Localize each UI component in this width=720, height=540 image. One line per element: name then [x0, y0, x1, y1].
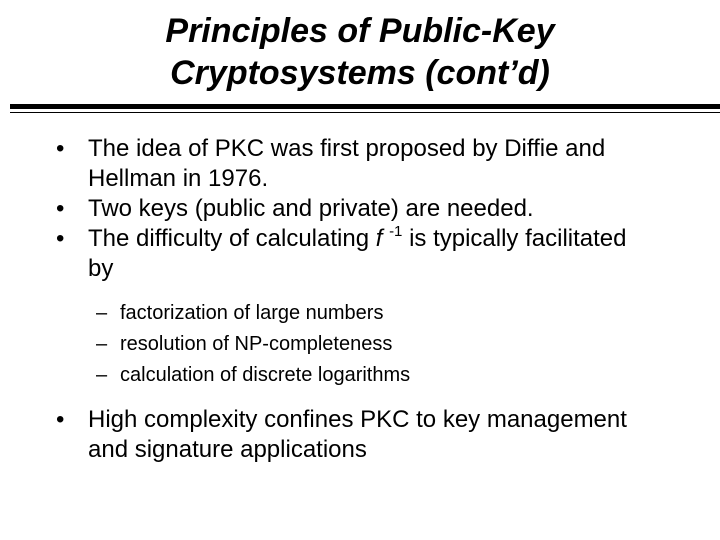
sub-bullet-item — [0, 360, 720, 391]
title-divider-thick — [10, 104, 720, 109]
function-symbol: f — [375, 225, 390, 252]
sub-bullet-marker: – — [96, 364, 108, 386]
sub-bullet-list — [0, 298, 720, 391]
bullet-marker: • — [56, 225, 65, 252]
title-divider-thin — [10, 112, 720, 113]
sub-bullet-item — [0, 298, 720, 329]
inverse-superscript: -1 — [389, 223, 403, 240]
bullet-text: The idea of PKC was first proposed by Diffie and Hellman in 1976. — [88, 135, 606, 192]
sub-bullet-text: factorization of large numbers — [120, 302, 384, 324]
bullet-marker: • — [56, 135, 65, 162]
bullet-text-pre: The difficulty of calculating — [88, 225, 376, 252]
title-line-2: Cryptosystems (cont’d) — [170, 54, 550, 92]
bullet-item — [0, 134, 648, 194]
bullet-item — [0, 405, 648, 465]
bullet-text-post: is typically facilitated by — [88, 225, 627, 282]
slide-title — [40, 10, 680, 94]
bullet-marker: • — [56, 195, 65, 222]
sub-bullet-marker: – — [96, 302, 108, 324]
sub-bullet-item — [0, 329, 720, 360]
bullet-text: High complexity confines PKC to key management and signature applications — [88, 406, 627, 463]
title-line-1: Principles of Public-Key — [165, 12, 555, 50]
sub-bullet-marker: – — [96, 333, 108, 355]
bullet-item — [0, 194, 648, 224]
bullet-marker: • — [56, 406, 65, 433]
sub-bullet-text: calculation of discrete logarithms — [120, 364, 411, 386]
bullet-text: Two keys (public and private) are needed. — [88, 195, 534, 222]
bullet-item — [0, 224, 648, 284]
slide-body — [0, 134, 720, 465]
sub-bullet-text: resolution of NP-completeness — [120, 333, 393, 355]
